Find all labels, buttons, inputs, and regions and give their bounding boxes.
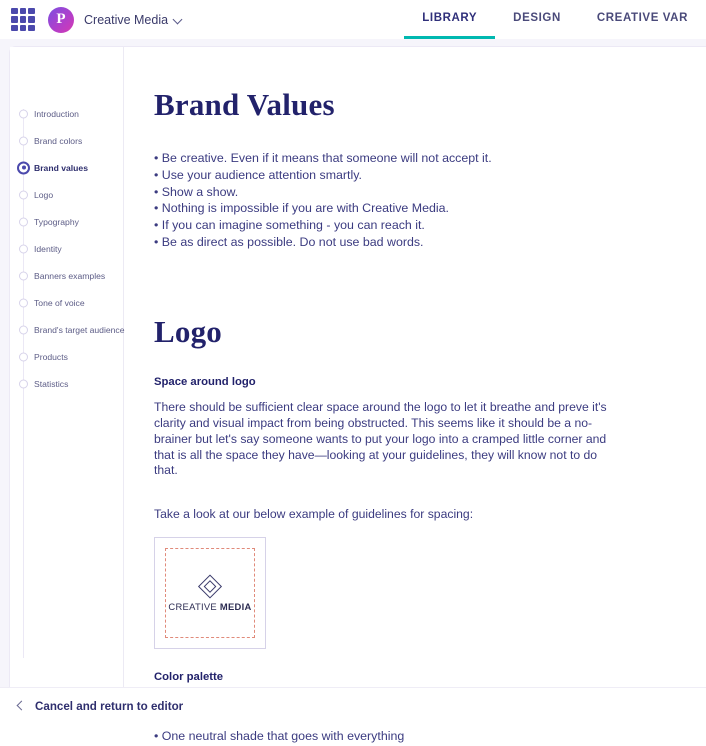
bullet-dot-icon bbox=[19, 190, 28, 199]
tab-design[interactable]: DESIGN bbox=[513, 12, 561, 24]
logo-title: Logo bbox=[154, 313, 222, 349]
sidebar-item-label: Brand's target audience bbox=[34, 324, 125, 335]
chevron-left-icon[interactable] bbox=[16, 701, 26, 711]
document-content bbox=[124, 47, 706, 743]
sidebar-item-label: Logo bbox=[34, 189, 54, 200]
sidebar-item-brands-target-audience[interactable] bbox=[10, 316, 123, 343]
bullet-dot-icon bbox=[19, 379, 28, 388]
list-item: • Nothing is impossible if you are with Creative Media. bbox=[154, 201, 624, 218]
cancel-return-to-editor-button[interactable]: Cancel and return to editor bbox=[35, 699, 184, 713]
logo-wordmark-light: CREATIVE bbox=[168, 601, 220, 613]
bottom-bar bbox=[0, 687, 706, 724]
bullet-dot-icon bbox=[19, 109, 28, 118]
sidebar-item-statistics[interactable] bbox=[10, 370, 123, 397]
sidebar-item-label: Tone of voice bbox=[34, 297, 85, 308]
brand-values-title: Brand Values bbox=[154, 87, 335, 122]
tab-library[interactable]: LIBRARY bbox=[404, 0, 495, 39]
sidebar-item-label: Introduction bbox=[34, 108, 79, 119]
sidebar-item-typography[interactable] bbox=[10, 208, 123, 235]
chevron-down-icon[interactable] bbox=[174, 15, 183, 24]
pitch-logo-icon[interactable] bbox=[48, 7, 74, 33]
workspace-name: Creative Media bbox=[84, 12, 169, 27]
list-item: • Be as direct as possible. Do not use bad words. bbox=[154, 235, 624, 252]
sidebar-item-label: Identity bbox=[34, 243, 62, 254]
top-bar bbox=[0, 0, 706, 39]
example-intro-text: Take a look at our below example of guidelines for spacing: bbox=[154, 507, 474, 522]
bullet-dot-icon bbox=[19, 136, 28, 145]
sidebar-item-label: Banners examples bbox=[34, 270, 106, 281]
bullet-dot-selected-icon bbox=[17, 161, 30, 174]
sidebar-item-label: Typography bbox=[34, 216, 79, 227]
sidebar-item-banners-examples[interactable] bbox=[10, 262, 123, 289]
bullet-dot-icon bbox=[19, 244, 28, 253]
bullet-dot-icon bbox=[19, 325, 28, 334]
list-item: • Be creative. Even if it means that someone will not accept it. bbox=[154, 151, 624, 168]
bullet-dot-icon bbox=[19, 217, 28, 226]
sidebar-item-identity[interactable] bbox=[10, 235, 123, 262]
section-nav-sidebar bbox=[10, 47, 124, 688]
list-item: • Use your audience attention smartly. bbox=[154, 168, 624, 185]
sidebar-item-brand-values[interactable] bbox=[10, 154, 123, 181]
sidebar-item-label: Statistics bbox=[34, 378, 69, 389]
nav-tabs bbox=[404, 0, 706, 39]
space-around-logo-heading: Space around logo bbox=[154, 375, 256, 388]
brand-values-list bbox=[154, 151, 624, 252]
sidebar-item-label: Brand values bbox=[34, 162, 88, 173]
logo-wordmark bbox=[155, 601, 265, 612]
apps-grid-icon[interactable] bbox=[11, 8, 35, 32]
sidebar-item-introduction[interactable] bbox=[10, 100, 123, 127]
sidebar-item-label: Brand colors bbox=[34, 135, 83, 146]
list-item: • If you can imagine something - you can reach it. bbox=[154, 218, 624, 235]
bullet-dot-icon bbox=[19, 271, 28, 280]
sidebar-item-tone-of-voice[interactable] bbox=[10, 289, 123, 316]
sidebar-item-brand-colors[interactable] bbox=[10, 127, 123, 154]
color-palette-heading: Color palette bbox=[154, 671, 224, 684]
sidebar-item-products[interactable] bbox=[10, 343, 123, 370]
list-item: • One neutral shade that goes with everything bbox=[154, 729, 624, 746]
space-around-logo-paragraph: There should be sufficient clear space around the logo to let it breathe and preve it's clarity and visual impact from being obstructed. This seems like it should be a no-brainer but let's say someone wants to put your logo into a cramped little corner and that is all the space they have—looking at your guidelines, they will know not to do that. bbox=[154, 399, 607, 478]
logo-wordmark-bold: MEDIA bbox=[219, 601, 252, 613]
logo-spacing-example bbox=[154, 537, 266, 649]
list-item: • Show a show. bbox=[154, 185, 624, 202]
bullet-dot-icon bbox=[19, 352, 28, 361]
sidebar-item-label: Products bbox=[34, 351, 68, 362]
bullet-dot-icon bbox=[19, 298, 28, 307]
tab-creative-variants[interactable]: CREATIVE VAR bbox=[596, 12, 688, 24]
sidebar-item-logo[interactable] bbox=[10, 181, 123, 208]
